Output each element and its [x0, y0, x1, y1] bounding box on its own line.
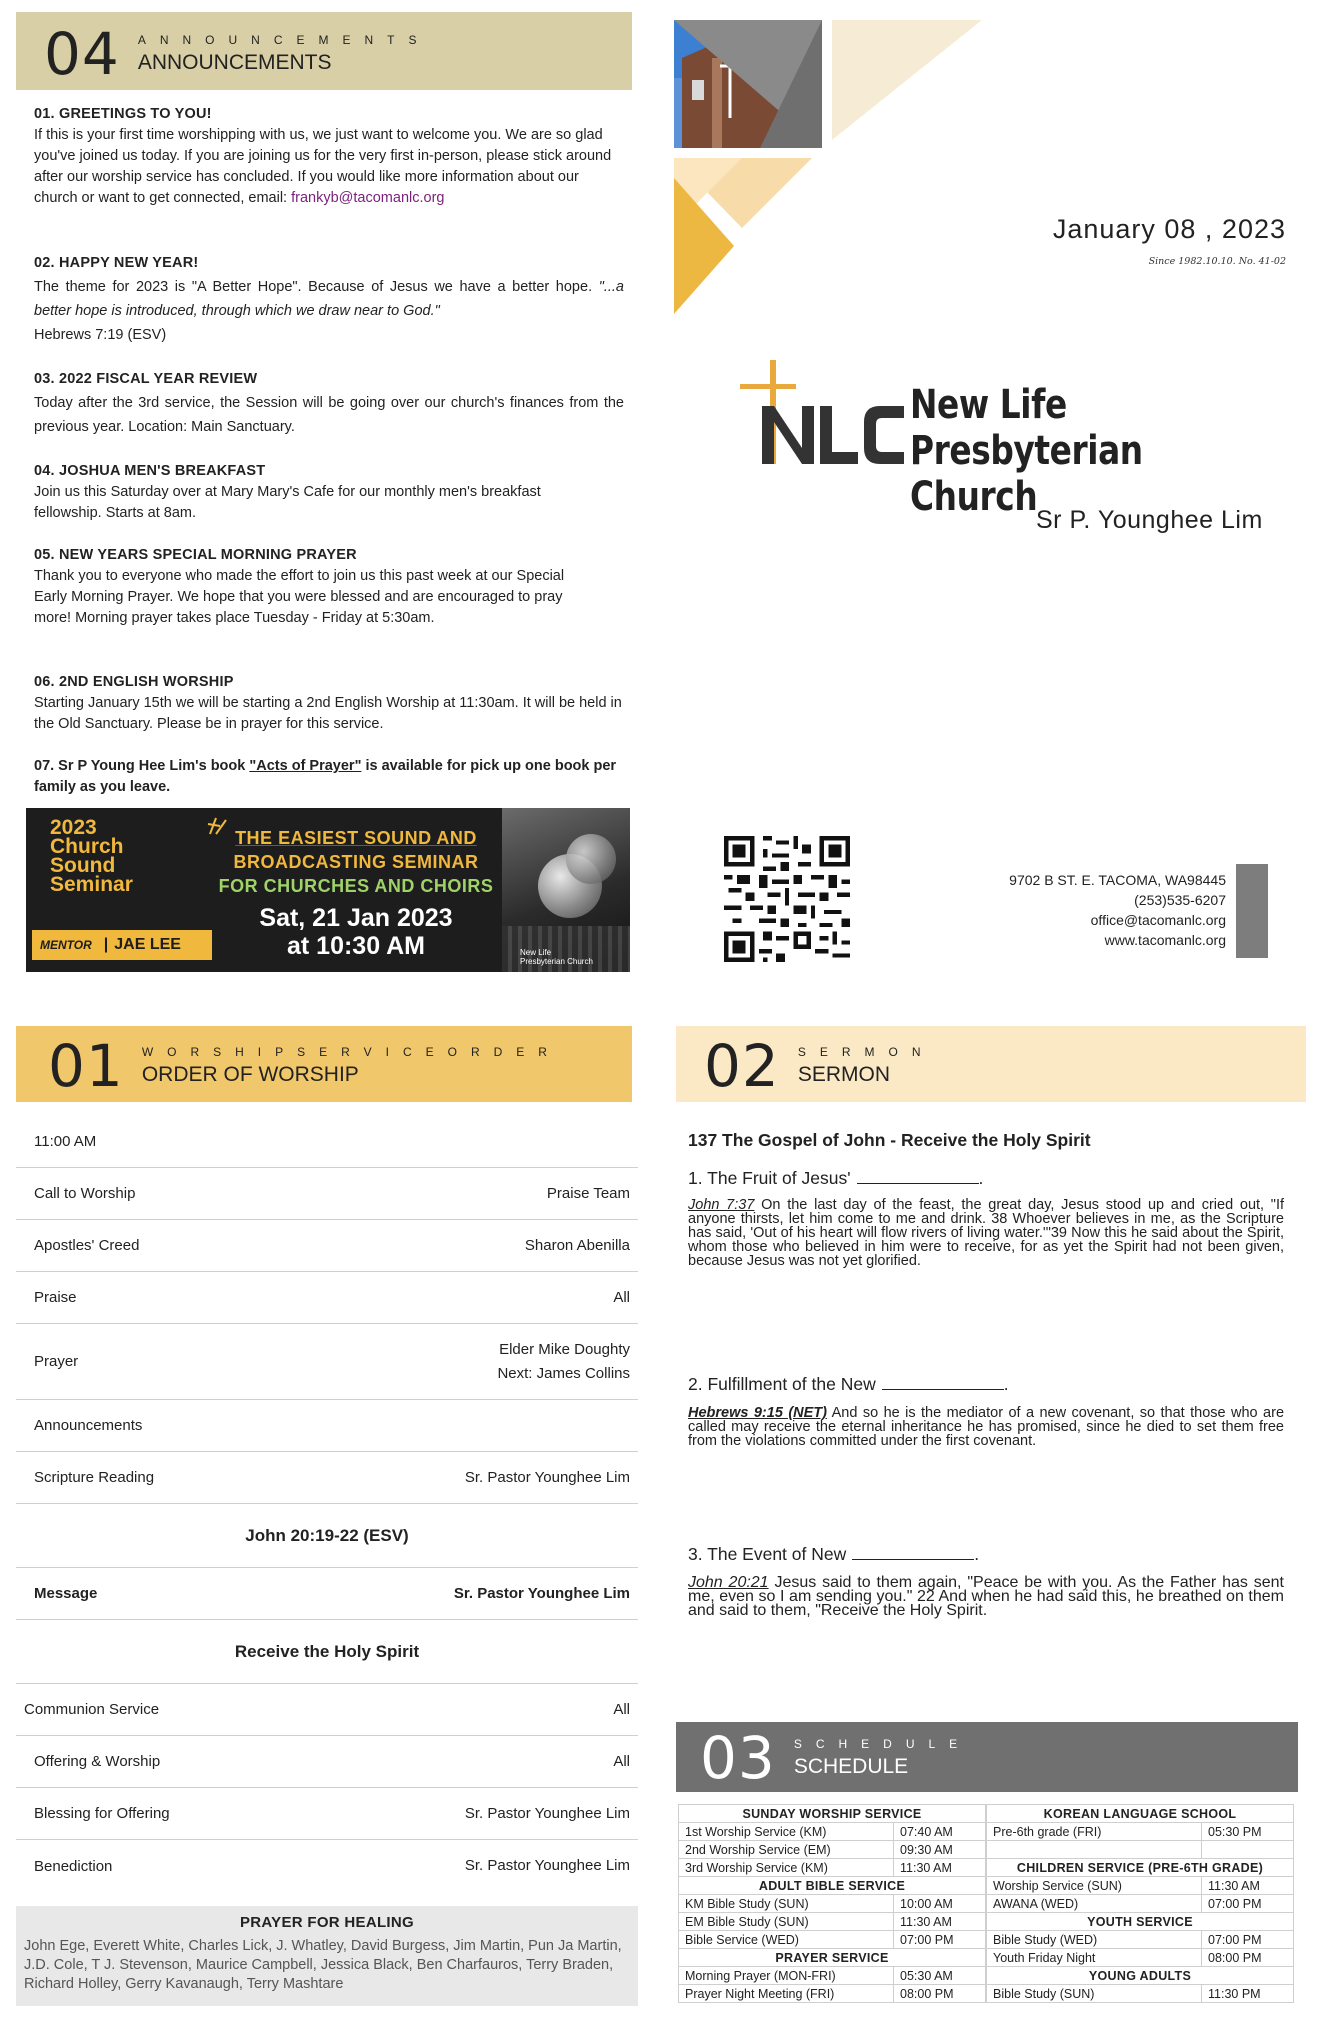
section-number: 01 [48, 1032, 124, 1100]
section-spaced-label: WORSHIPSERVICEORDER [141, 1045, 561, 1059]
announcement-5 [34, 545, 594, 629]
cover-date: January 08 , 2023 [1052, 214, 1286, 244]
sermon-scripture-3: John 20:21 Jesus said to them again, "Peace be with you. As the Father has sent me, even so I am sending you." 22 And when he had said this, he breathed on them and said to them, "Receive the Holy Spirit. [688, 1574, 1284, 1619]
prayer-title: PRAYER FOR HEALING [239, 1914, 415, 1931]
seminar-banner[interactable] [26, 808, 630, 972]
announcement-title: 04. JOSHUA MEN'S BREAKFAST [34, 463, 266, 479]
announcement-body: Today after the 3rd service, the Session will be going over our church's finances from the previous year. Location: Main Sanctuary. [34, 395, 624, 435]
schedule-table-right: KOREAN LANGUAGE SCHOOL Pre-6th grade (FRI) 05:30 PM CHILDREN SERVICE (PRE-6TH GRADE) Worship Service (SUN) 11:30 AM AWANA (WED) 07:00 PM YOUTH SERVICE Bible Study (WED) 07:00 PM Youth Friday Night 08:00 PM YOUNG ADULTS Bible Study (SUN) 11:30 PM [986, 1804, 1294, 2003]
fill-in-blank[interactable] [857, 1183, 979, 1184]
church-name: New Life Presbyterian Church [910, 382, 1143, 520]
schedule-header [700, 1726, 971, 1790]
announcement-body: If this is your first time worshipping with us, we just want to welcome you. We are so glad you've joined us today. If you are joining us for the very first in-person, please stick around after our worship service has concluded. If you would like more information about our church or want to get connected, email: frankyb@tacomanlc.org [34, 127, 612, 206]
announcement-body: The theme for 2023 is "A Better Hope". Because of Jesus we have a better hope. "...a better hope is introduced, through which we draw near to God." [34, 279, 624, 319]
announcement-title: 05. NEW YEARS SPECIAL MORNING PRAYER [34, 547, 357, 563]
announcement-title: 03. 2022 FISCAL YEAR REVIEW [34, 371, 258, 387]
announcement-title: 06. 2ND ENGLISH WORSHIP [34, 674, 234, 690]
announcement-7: 07. Sr P Young Hee Lim's book "Acts of Prayer" is available for pick up one book per family as you leave. [34, 758, 617, 795]
sermon-point-2: 2. Fulfillment of the New . [688, 1374, 1009, 1394]
section-number: 03 [700, 1724, 776, 1792]
announcement-3 [34, 367, 624, 439]
worship-row-praise: Praise All [16, 1272, 638, 1324]
cover-since: Since 1982.10.10. No. 41-02 [1148, 256, 1286, 267]
worship-row-apostles-creed: Apostles' Creed Sharon Abenilla [16, 1220, 638, 1272]
section-title: SCHEDULE [793, 1755, 909, 1778]
qr-code-icon[interactable] [724, 836, 850, 962]
section-title: ANNOUNCEMENTS [137, 51, 332, 74]
contact-accent-bar [1236, 864, 1268, 958]
worship-row-call-to-worship: Call to Worship Praise Team [16, 1168, 638, 1220]
banner-mentor: MENTOR | JAE LEE [32, 930, 212, 960]
sermon-point-1: 1. The Fruit of Jesus' . [688, 1168, 984, 1188]
banner-headline: THE EASIEST SOUND AND BROADCASTING SEMINAR FOR CHURCHES AND CHOIRS [218, 828, 494, 896]
prayer-for-healing [16, 1906, 638, 2006]
announcement-title: 01. GREETINGS TO YOU! [34, 106, 212, 122]
section-number: 02 [704, 1032, 780, 1100]
sermon-scripture-2: Hebrews 9:15 (NET) And so he is the mediator of a new covenant, so that those who are called may receive the eternal inheritance he has promised, since he died to set them free from the violations committed under the first covenant. [688, 1405, 1285, 1449]
sermon-header [704, 1034, 934, 1098]
scripture-quote: "...a better hope is introduced, through which we draw near to God." [34, 279, 624, 319]
section-spaced-label: SERMON [797, 1045, 935, 1059]
cover-geometric-art [672, 18, 992, 320]
worship-row-offering: Offering & Worship All [16, 1736, 638, 1788]
worship-row-prayer: Prayer Elder Mike Doughty Next: James Collins [16, 1324, 638, 1400]
church-logo [740, 360, 1260, 520]
book-title: "Acts of Prayer" [249, 758, 362, 774]
announcement-4 [34, 461, 574, 524]
worship-row-benediction: Benediction Sr. Pastor Younghee Lim [34, 1857, 630, 1875]
fill-in-blank[interactable] [852, 1559, 974, 1560]
sermon-point-3: 3. The Event of New . [688, 1544, 980, 1564]
section-title: SERMON [797, 1063, 890, 1086]
worship-row-message: Message Sr. Pastor Younghee Lim [16, 1568, 638, 1620]
announcement-1 [34, 104, 624, 209]
sermon-main-title: 137 The Gospel of John - Receive the Holy Spirit [688, 1130, 1091, 1150]
announcement-title: 02. HAPPY NEW YEAR! [34, 255, 199, 271]
senior-pastor: Sr P. Younghee Lim [1036, 506, 1263, 534]
sermon-title: Receive the Holy Spirit [16, 1620, 638, 1684]
prayer-names: John Ege, Everett White, Charles Lick, J. Whatley, David Burgess, Jim Martin, Pun Ja Martin, J.D. Cole, T J. Stevenson, Maurice Campbell, Jessica Black, Ben Charfauros, Terry Braden, Richard Holley, Gerry Kavanaugh, Terry Mashtare [24, 1938, 622, 1992]
announcement-6 [34, 672, 624, 735]
section-title: ORDER OF WORSHIP [141, 1063, 359, 1086]
worship-row-blessing-offering: Blessing for Offering Sr. Pastor Younghee Lim [16, 1788, 638, 1840]
worship-row-scripture-reading: Scripture Reading Sr. Pastor Younghee Lim [16, 1452, 638, 1504]
announcement-body: Thank you to everyone who made the effort to join us this past week at our Special Early Morning Prayer. We hope that you were blessed and are encouraged to pray more! Morning prayer takes place Tuesday - Friday at 5:30am. [34, 568, 565, 626]
announcement-body: Join us this Saturday over at Mary Mary's Cafe for our monthly men's breakfast fellowship. Starts at 8am. [34, 484, 541, 521]
church-website[interactable]: www.tacomanlc.org [1104, 932, 1226, 948]
church-phone[interactable]: (253)535-6207 [1134, 892, 1226, 908]
section-spaced-label: ANNOUNCEMENTS [137, 33, 431, 47]
church-contact [1009, 870, 1226, 950]
fill-in-blank[interactable] [882, 1389, 1004, 1390]
section-number: 04 [44, 20, 120, 88]
banner-date: Sat, 21 Jan 2023 at 10:30 AM [259, 904, 453, 960]
scripture-cite: Hebrews 7:19 (ESV) [34, 327, 167, 343]
email-link[interactable]: frankyb@tacomanlc.org [291, 190, 445, 206]
schedule-table-left: SUNDAY WORSHIP SERVICE 1st Worship Service (KM) 07:40 AM 2nd Worship Service (EM) 09:30 AM 3rd Worship Service (KM) 11:30 AM ADULT BIBLE SERVICE KM Bible Study (SUN) 10:00 AM EM Bible Study (SUN) 11:30 AM Bible Service (WED) 07:00 PM PRAYER SERVICE Morning Prayer (MON-FRI) 05:30 AM Prayer Night Meeting (FRI) 08:00 PM [678, 1804, 986, 2003]
worship-time: 11:00 AM [16, 1116, 638, 1168]
banner-seminar-name: 2023 Church Sound Seminar [50, 816, 133, 896]
announcement-body: Starting January 15th we will be starting a 2nd English Worship at 11:30am. It will be held in the Old Sanctuary. Please be in prayer for this service. [34, 695, 622, 732]
section-spaced-label: SCHEDULE [793, 1737, 972, 1751]
announcements-header [44, 22, 430, 86]
church-email[interactable]: office@tacomanlc.org [1090, 912, 1226, 928]
worship-header [48, 1034, 561, 1098]
nlc-logo-mark [740, 360, 910, 470]
announcement-2 [34, 251, 624, 347]
worship-row-announcements: Announcements [16, 1400, 638, 1452]
banner-church-name: New Life Presbyterian Church [520, 948, 593, 966]
worship-row-communion: Communion Service All [16, 1684, 638, 1736]
church-address: 9702 B ST. E. TACOMA, WA98445 [1009, 872, 1226, 888]
scripture-reference: John 20:19-22 (ESV) [16, 1504, 638, 1568]
sermon-scripture-1: John 7:37 On the last day of the feast, the great day, Jesus stood up and cried out, "If anyone thirsts, let him come to me and drink. 38 Whoever believes in me, as the Scripture has said, 'Out of his heart will flow rivers of living water.'"39 Now this he said about the Spirit, whom those who believed in him were to receive, for as yet the Spirit had not been given, because Jesus was not yet glorified. [688, 1197, 1284, 1269]
